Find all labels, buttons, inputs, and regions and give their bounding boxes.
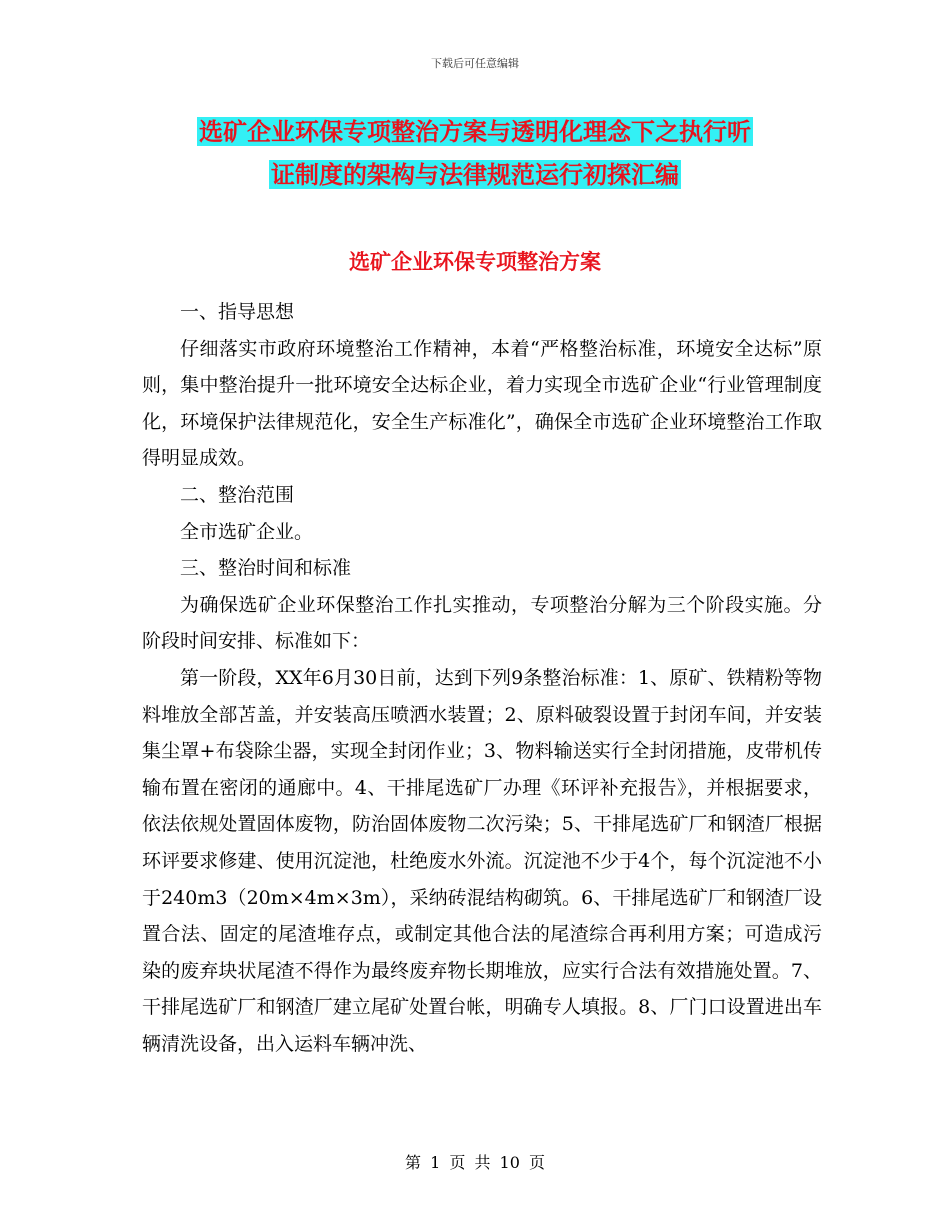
paragraph-guiding-thought: 仔细落实市政府环境整治工作精神，本着“严格整治标准，环境安全达标”原则，集中整治提升一批环境安全达标企业，着力实现全市选矿企业“行业管理制度化，环境保护法律规范化，安全生产标准化”，确保全市选矿企业环境整治工作取得明显成效。	[142, 337, 822, 470]
document-title-line-1: 选矿企业环保专项整治方案与透明化理念下之执行听	[199, 117, 751, 146]
heading-scope: 二、整治范围	[180, 483, 295, 506]
header-note: 下载后可任意编辑	[431, 57, 519, 70]
paragraph-scope: 全市选矿企业。	[180, 520, 314, 543]
section-title: 选矿企业环保专项整治方案	[349, 249, 601, 274]
paragraph-phases-intro: 为确保选矿企业环保整治工作扎实推动，专项整治分解为三个阶段实施。分阶段时间安排、标准如下：	[142, 593, 822, 653]
heading-guiding-thought: 一、指导思想	[180, 301, 295, 323]
document-title-line-2: 证制度的架构与法律规范运行初探汇编	[271, 160, 679, 189]
document-title	[0, 110, 950, 196]
document-body	[142, 294, 822, 1062]
page-footer: 第 1 页 共 10 页	[405, 1153, 545, 1172]
heading-timeline-standards: 三、整治时间和标准	[180, 557, 352, 580]
paragraph-phase-one: 第一阶段，XX年6月30日前，达到下列9条整治标准：1、原矿、铁精粉等物料堆放全部苫盖，并安装高压喷洒水装置；2、原料破裂设置于封闭车间，并安装集尘罩+布袋除尘器，实现全封闭作业；3、物料输送实行全封闭措施，皮带机传输布置在密闭的通廊中。4、干排尾选矿厂办理《环评补充报告》，并根据要求，依法依规处置固体废物，防治固体废物二次污染；5、干排尾选矿厂和钢渣厂根据环评要求修建、使用沉淀池，杜绝废水外流。沉淀池不少于4个，每个沉淀池不小于240m3（20m×4m×3m），采纳砖混结构砌筑。6、干排尾选矿厂和钢渣厂设置合法、固定的尾渣堆存点，或制定其他合法的尾渣综合再利用方案；可造成污染的废弃块状尾渣不得作为最终废弃物长期堆放，应实行合法有效措施处置。7、干排尾选矿厂和钢渣厂建立尾矿处置台帐，明确专人填报。8、厂门口设置进出车辆清洗设备，出入运料车辆冲洗、	[142, 666, 822, 1055]
